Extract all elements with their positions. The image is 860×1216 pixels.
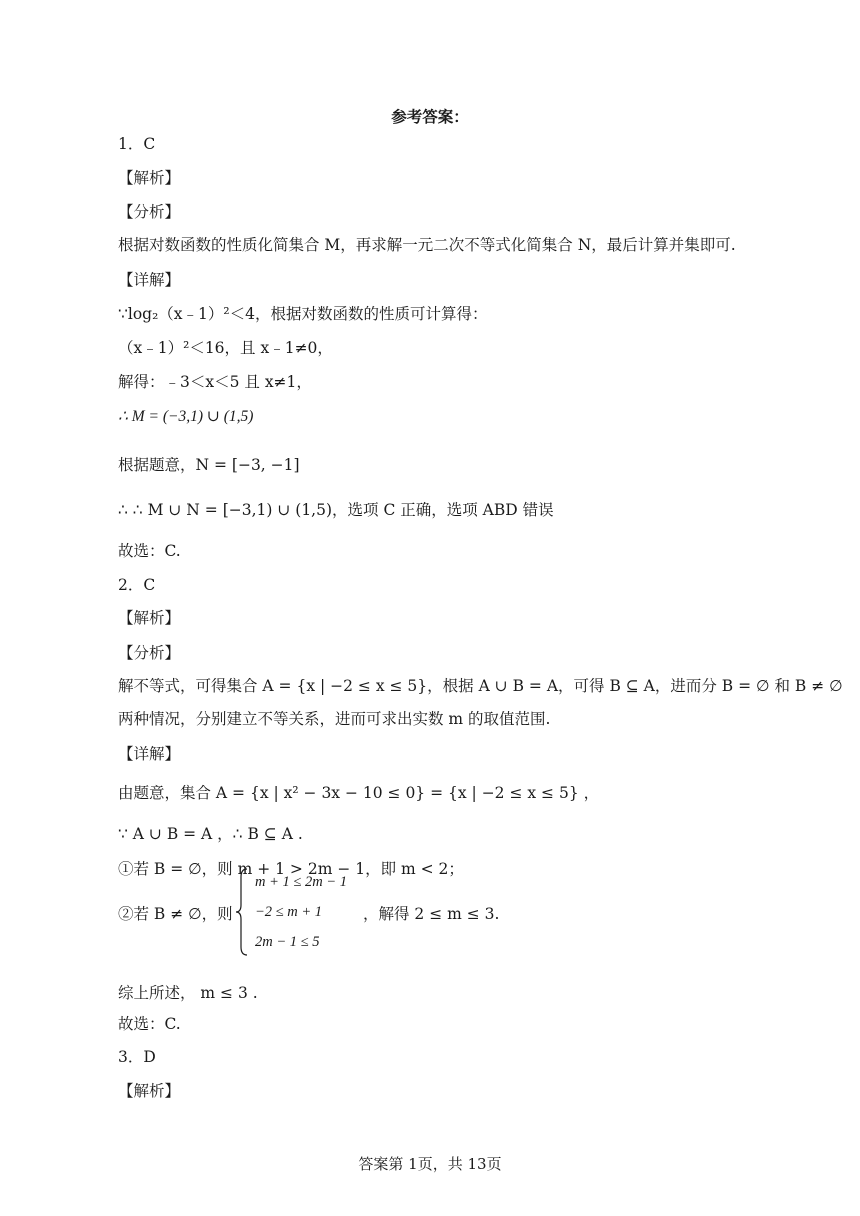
section-heading: 【详解】 xyxy=(118,745,181,763)
left-brace-icon xyxy=(235,867,249,957)
text-line: ∴ ∴ M ∪ N = [−3,1) ∪ (1,5)，选项 C 正确，选项 ABD 错误 xyxy=(118,501,554,519)
answer-number: 1．C xyxy=(118,135,156,153)
system-line: m + 1 ≤ 2m − 1 xyxy=(255,874,347,890)
text-line: ①若 B = ∅，则 m + 1 > 2m − 1，即 m < 2； xyxy=(118,860,464,878)
system-line: −2 ≤ m + 1 xyxy=(255,904,322,920)
text-line: 解得：﹣3＜x＜5 且 x≠1， xyxy=(118,373,312,391)
text-line: 故选：C. xyxy=(118,1015,181,1033)
text-line: 解不等式，可得集合 A = {x | −2 ≤ x ≤ 5}，根据 A ∪ B = A，可得 B ⊆ A，进而分 B = ∅ 和 B ≠ ∅ xyxy=(118,677,843,695)
text-line: ∵log₂（x﹣1）²＜4，根据对数函数的性质可计算得： xyxy=(118,305,488,323)
section-heading: 【详解】 xyxy=(118,271,181,289)
system-line: 2m − 1 ≤ 5 xyxy=(255,934,320,950)
system-lines xyxy=(255,867,347,957)
text-line: ∵ A ∪ B = A ，∴ B ⊆ A . xyxy=(118,825,303,843)
section-heading: 【解析】 xyxy=(118,1082,181,1100)
section-heading: 【分析】 xyxy=(118,644,181,662)
system-result: ，解得 2 ≤ m ≤ 3. xyxy=(363,905,500,923)
section-heading: 【分析】 xyxy=(118,203,181,221)
case-label: ②若 B ≠ ∅，则 xyxy=(118,905,233,923)
answer-number: 2．C xyxy=(118,576,156,594)
section-heading: 【解析】 xyxy=(118,609,181,627)
text-line: 故选：C. xyxy=(118,542,181,560)
section-heading: 【解析】 xyxy=(118,169,181,187)
text-line: 由题意，集合 A = {x | x² − 3x − 10 ≤ 0} = {x | −2 ≤ x ≤ 5} ， xyxy=(118,784,600,802)
page-title: 参考答案： xyxy=(391,107,469,126)
text-line: （x﹣1）²＜16，且 x﹣1≠0， xyxy=(118,339,333,357)
answer-number: 3．D xyxy=(118,1048,156,1066)
text-line: 两种情况，分别建立不等关系，进而可求出实数 m 的取值范围. xyxy=(118,710,551,728)
page-footer: 答案第 1页，共 13页 xyxy=(358,1155,502,1173)
formula-line: ∴ M = (−3,1) ∪ (1,5) xyxy=(118,408,254,425)
text-line: 综上所述， m ≤ 3 . xyxy=(118,984,258,1002)
text-line: 根据对数函数的性质化简集合 M，再求解一元二次不等式化简集合 N，最后计算并集即可. xyxy=(118,236,736,254)
text-line: 根据题意，N = [−3, −1] xyxy=(118,456,300,474)
